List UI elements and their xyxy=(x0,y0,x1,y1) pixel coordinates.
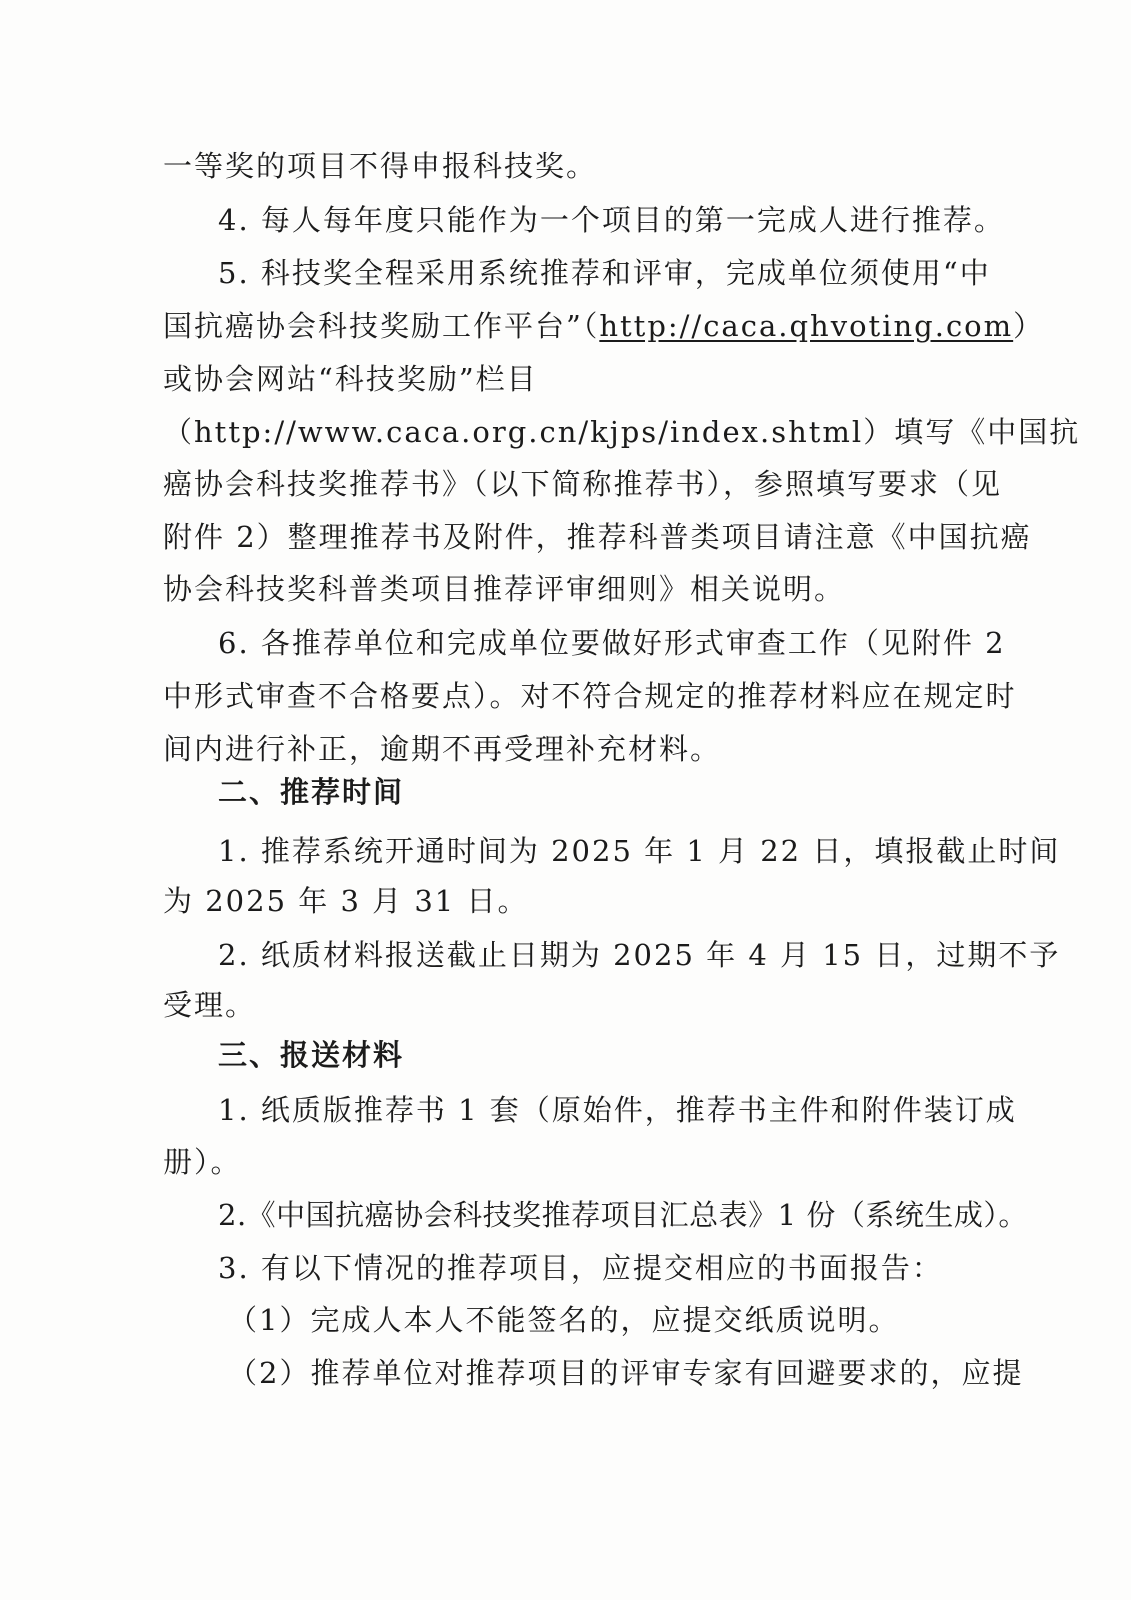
line-text: 国抗癌协会科技奖励工作平台”（ xyxy=(163,309,600,343)
text-line: 1. 纸质版推荐书 1 套（原始件，推荐书主件和附件装订成 xyxy=(218,1093,1017,1127)
line-text: ） xyxy=(1013,309,1045,343)
text-line-with-link xyxy=(163,306,1044,346)
text-line: 中形式审查不合格要点）。对不符合规定的推荐材料应在规定时 xyxy=(163,679,1017,713)
text-line: 附件 2）整理推荐书及附件，推荐科普类项目请注意《中国抗癌 xyxy=(163,520,1032,554)
text-line: （http://www.caca.org.cn/kjps/index.shtml）填写《中国抗 xyxy=(163,415,1081,449)
text-line: 3. 有以下情况的推荐项目，应提交相应的书面报告： xyxy=(218,1251,943,1285)
text-line: （2）推荐单位对推荐项目的评审专家有回避要求的，应提 xyxy=(228,1356,1024,1390)
text-line: 癌协会科技奖推荐书》（以下简称推荐书），参照填写要求（见 xyxy=(163,467,1003,501)
text-line: 间内进行补正，逾期不再受理补充材料。 xyxy=(163,732,722,766)
text-line: 册）。 xyxy=(163,1145,242,1179)
text-line: 协会科技奖科普类项目推荐评审细则》相关说明。 xyxy=(163,572,846,606)
text-line: 受理。 xyxy=(163,988,257,1022)
text-line: 4. 每人每年度只能作为一个项目的第一完成人进行推荐。 xyxy=(218,203,1005,237)
text-line: 一等奖的项目不得申报科技奖。 xyxy=(163,149,598,183)
text-line: 5. 科技奖全程采用系统推荐和评审，完成单位须使用“中 xyxy=(218,256,991,290)
platform-link[interactable]: http://caca.qhvoting.com xyxy=(599,309,1014,343)
text-line: （1）完成人本人不能签名的，应提交纸质说明。 xyxy=(228,1303,900,1337)
section-heading-recommend-time: 二、推荐时间 xyxy=(218,775,405,809)
text-line: 或协会网站“科技奖励”栏目 xyxy=(163,362,538,396)
text-line: 2.《中国抗癌协会科技奖推荐项目汇总表》1 份（系统生成）。 xyxy=(218,1198,1028,1232)
text-line: 6. 各推荐单位和完成单位要做好形式审查工作（见附件 2 xyxy=(218,626,1006,660)
text-line: 1. 推荐系统开通时间为 2025 年 1 月 22 日，填报截止时间 xyxy=(218,834,1061,868)
section-heading-submit-materials: 三、报送材料 xyxy=(218,1038,405,1072)
text-line: 2. 纸质材料报送截止日期为 2025 年 4 月 15 日，过期不予 xyxy=(218,938,1061,972)
text-line: 为 2025 年 3 月 31 日。 xyxy=(163,884,529,918)
